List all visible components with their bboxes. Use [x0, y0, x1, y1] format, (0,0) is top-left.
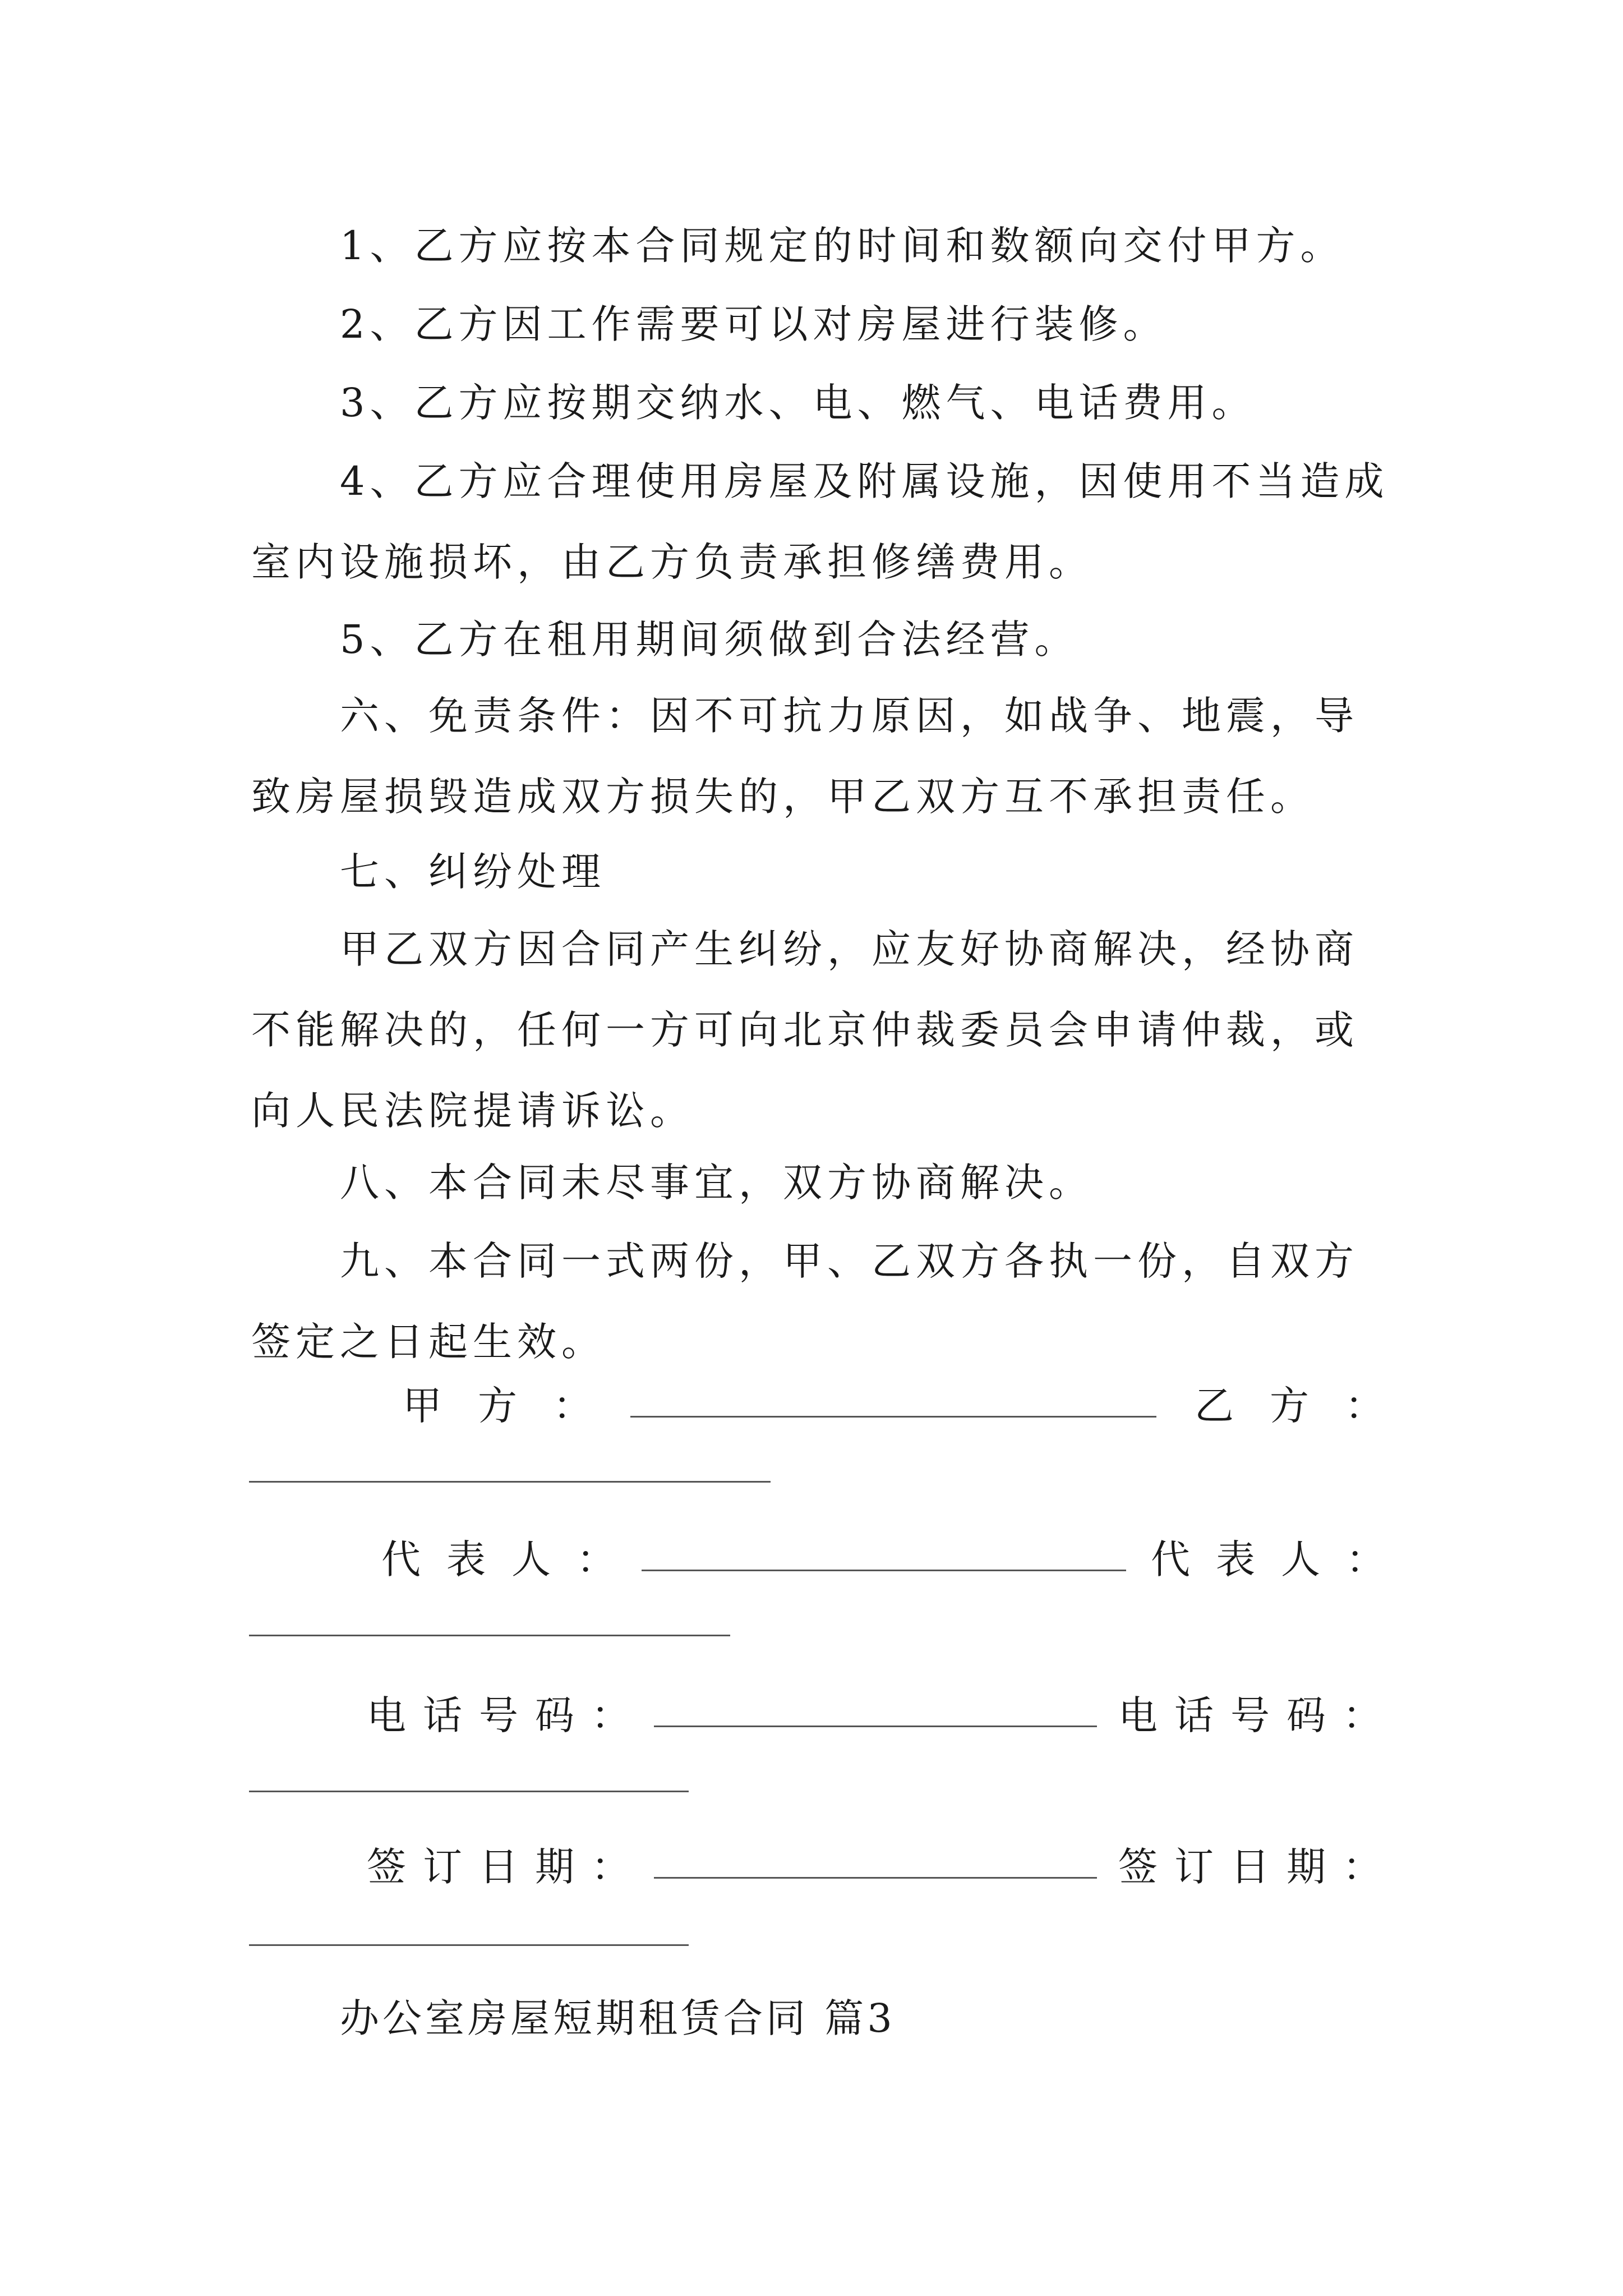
date-b-label: 签订日期：: [1118, 1844, 1399, 1890]
next-section-heading: 办公室房屋短期租赁合同 篇3: [340, 1995, 896, 2041]
signature-row-phone: [251, 1675, 1399, 1756]
clause-eight-paragraph: 八、本合同未尽事宜，双方协商解决。: [340, 1159, 1093, 1205]
signature-row-representative: [251, 1519, 1411, 1600]
party-b-label: 乙方：: [1195, 1383, 1420, 1429]
phone-a-blank-line: [654, 1726, 1097, 1727]
signature-row-party: [251, 1365, 1420, 1446]
phone-b-label: 电话号码：: [1118, 1692, 1399, 1738]
clause-nine-paragraph: 九、本合同一式两份，甲、乙双方各执一份，自双方签定之日起生效。: [251, 1238, 1359, 1365]
exemption-paragraph: 六、免责条件：因不可抗力原因，如战争、地震，导致房屋损毁造成双方损失的，甲乙双方互不承担责任。: [251, 693, 1359, 820]
dispute-heading: 七、纠纷处理: [340, 849, 606, 895]
phone-a-label: 电话号码：: [367, 1692, 647, 1738]
rep-a-blank-line: [642, 1570, 1126, 1571]
party-a-label: 甲方：: [403, 1383, 628, 1429]
clause-paragraph-5: 5、乙方在租用期间须做到合法经营。: [340, 616, 1079, 662]
signature-row-date: [251, 1826, 1399, 1907]
rep-b-label: 代表人：: [1151, 1536, 1411, 1582]
date-a-blank-line: [654, 1877, 1097, 1879]
date-a-label: 签订日期：: [367, 1844, 647, 1890]
rep-a-label: 代表人：: [381, 1536, 642, 1582]
rep-b-blank-line: [249, 1635, 730, 1636]
dispute-paragraph: 甲乙双方因合同产生纠纷，应友好协商解决，经协商不能解决的，任何一方可向北京仲裁委员会申请仲裁，或向人民法院提请诉讼。: [251, 926, 1359, 1134]
date-b-blank-line: [249, 1944, 689, 1946]
clause-paragraph-4: 4、乙方应合理使用房屋及附属设施，因使用不当造成室内设施损坏，由乙方负责承担修缮费用。: [251, 458, 1389, 585]
clause-paragraph-2: 2、乙方因工作需要可以对房屋进行装修。: [340, 301, 1168, 347]
party-b-blank-line: [249, 1481, 771, 1483]
clause-paragraph-1: 1、乙方应按本合同规定的时间和数额向交付甲方。: [340, 223, 1345, 269]
phone-b-blank-line: [249, 1791, 689, 1792]
party-a-blank-line: [630, 1416, 1156, 1418]
clause-paragraph-3: 3、乙方应按期交纳水、电、燃气、电话费用。: [340, 380, 1256, 426]
